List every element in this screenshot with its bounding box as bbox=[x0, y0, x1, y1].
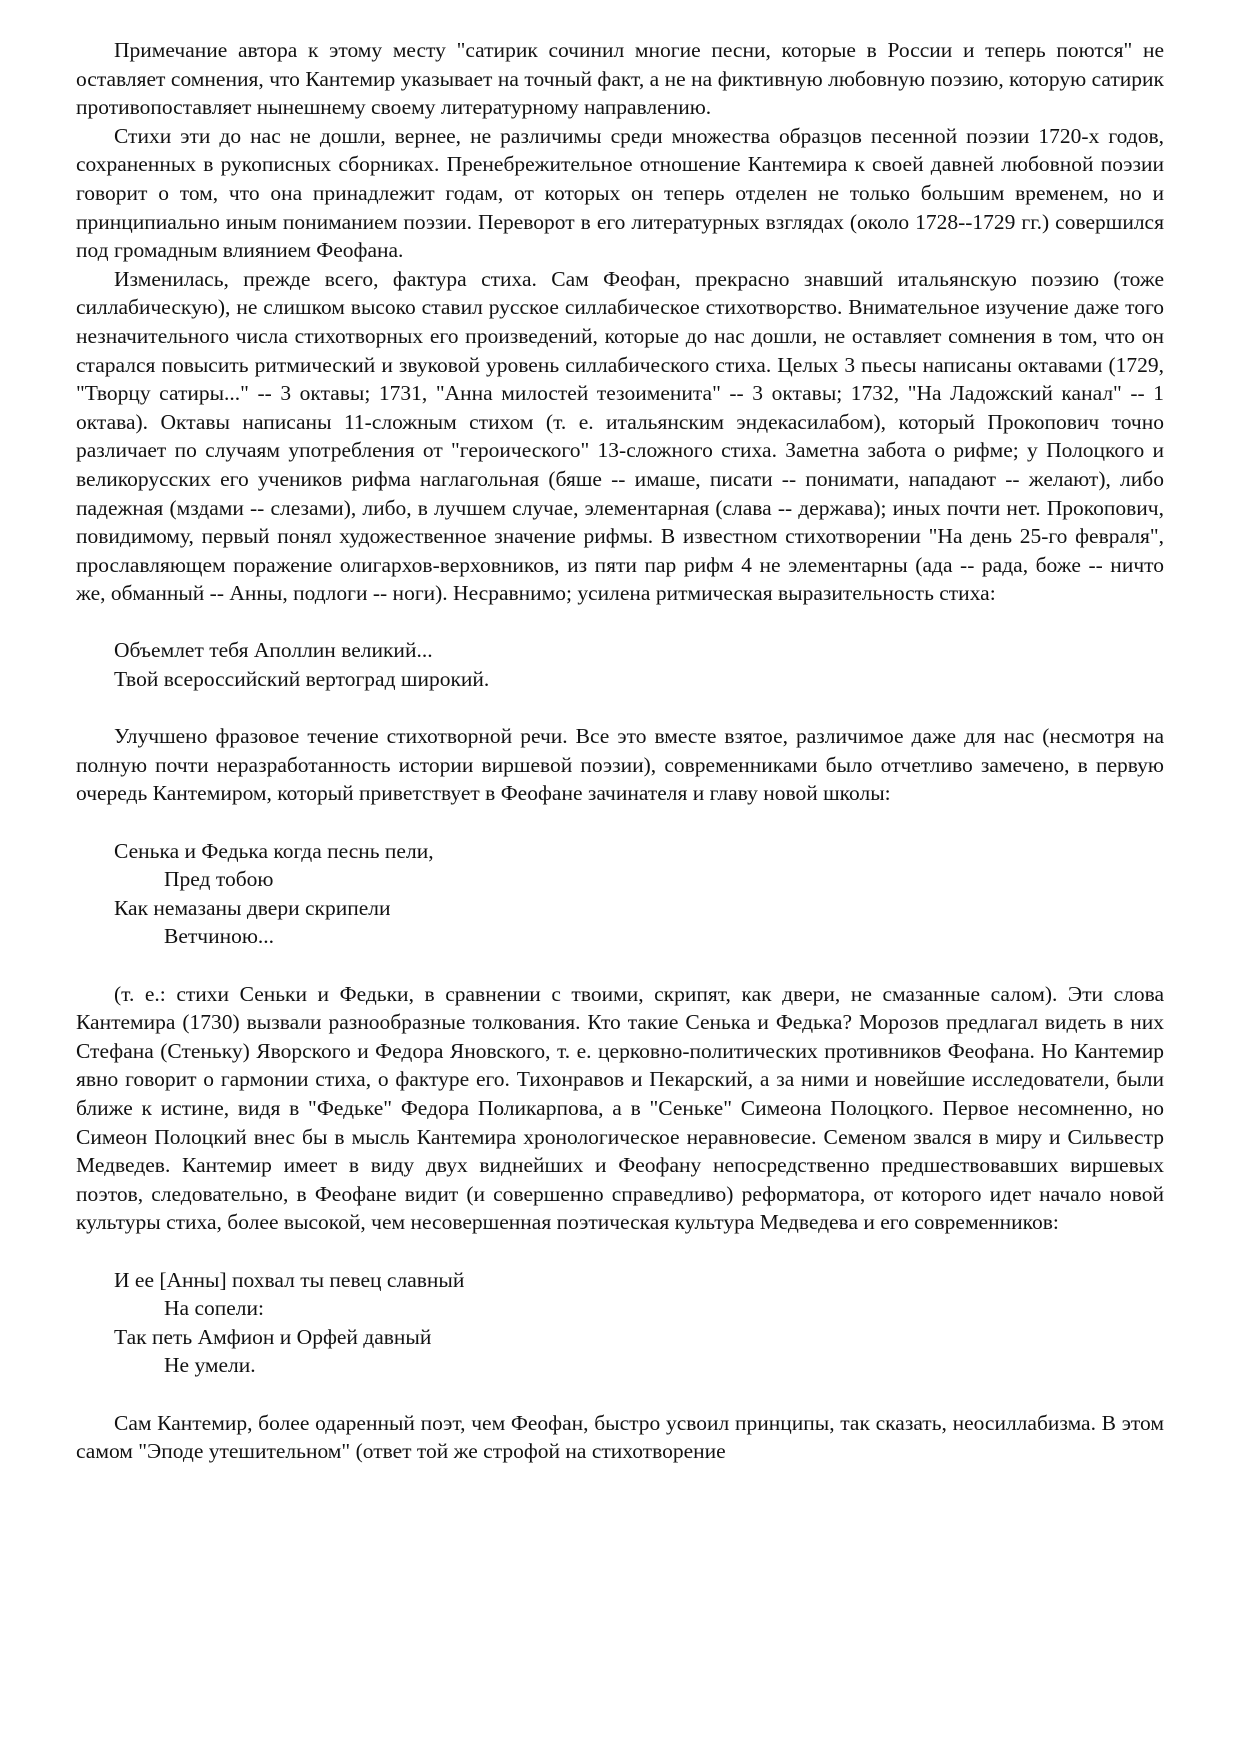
verse-quote bbox=[76, 1266, 1164, 1380]
verse-line: Сенька и Федька когда песнь пели, bbox=[114, 838, 434, 863]
paragraph: Сам Кантемир, более одаренный поэт, чем Феофан, быстро усвоил принципы, так сказать, неосиллабизма. В этом самом "Эподе утешительном" (ответ той же строфой на стихотворение bbox=[76, 1410, 1164, 1464]
verse-line: Ветчиною... bbox=[164, 924, 275, 949]
verse-line: Как немазаны двери скрипели bbox=[114, 895, 391, 920]
verse-quote bbox=[76, 636, 1164, 693]
verse-line: Твой всероссийский вертоград широкий. bbox=[114, 667, 490, 692]
verse-line: Так петь Амфион и Орфей давный bbox=[114, 1324, 432, 1349]
paragraph: Улучшено фразовое течение стихотворной речи. Все это вместе взятое, различимое даже для нас (несмотря на полную почти неразработанность истории виршевой поэзии), современниками было отчетливо замечено, в первую очередь Кантемиром, который приветствует в Феофане зачинателя и главу новой школы: bbox=[76, 724, 1164, 806]
verse-quote bbox=[76, 837, 1164, 951]
verse-line: Пред тобою bbox=[164, 867, 274, 892]
paragraph: Стихи эти до нас не дошли, вернее, не различимы среди множества образцов песенной поэзии 1720-х годов, сохраненных в рукописных сборниках. Пренебрежительное отношение Кантемира к своей давней любовной поэзии говорит о том, что она принадлежит годам, от которых он теперь отделен не только большим временем, но и принципиально иным пониманием поэзии. Переворот в его литературных взглядах (около 1728--1729 гг.) совершился под громадным влиянием Феофана. bbox=[76, 123, 1164, 263]
verse-line: На сопели: bbox=[164, 1296, 264, 1321]
verse-line: Не умели. bbox=[164, 1353, 256, 1378]
paragraph: Изменилась, прежде всего, фактура стиха. Сам Феофан, прекрасно знавший итальянскую поэзию (тоже силлабическую), не слишком высоко ставил русское силлабическое стихотворство. Внимательное изучение даже того незначительного числа стихотворных его произведений, которые до нас дошли, не оставляет сомнения в том, что он старался повысить ритмический и звуковой уровень силлабического стиха. Целых 3 пьесы написаны октавами (1729, "Творцу сатиры..." -- 3 октавы; 1731, "Анна милостей тезоименита" -- 3 октавы; 1732, "На Ладожский канал" -- 1 октава). Октавы написаны 11-сложным стихом (т. е. итальянским эндекасилабом), который Прокопович точно различает по случаям употребления от "героического" 13-сложного стиха. Заметна забота о рифме; у Полоцкого и великорусских его учеников рифма наглагольная (бяше -- имаше, писати -- понимати, нападают -- желают), либо падежная (мздами -- слезами), либо, в лучшем случае, элементарная (слава -- держава); иных почти нет. Прокопович, повидимому, первый понял художественное значение рифмы. В известном стихотворении "На день 25-го февраля", прославляющем поражение олигархов-верховников, из пяти пар рифм 4 не элементарны (ада -- рада, боже -- ничто же, обманный -- Анны, подлоги -- ноги). Несравнимо; усилена ритмическая выразительность стиха: bbox=[76, 266, 1164, 606]
paragraph: Примечание автора к этому месту "сатирик сочинил многие песни, которые в России и теперь поются" не оставляет сомнения, что Кантемир указывает на точный факт, а не на фиктивную любовную поэзию, которую сатирик противопоставляет нынешнему своему литературному направлению. bbox=[76, 38, 1164, 120]
document-page bbox=[76, 36, 1164, 1466]
verse-line: Объемлет тебя Аполлин великий... bbox=[114, 638, 433, 663]
paragraph: (т. е.: стихи Сеньки и Федьки, в сравнении с твоими, скрипят, как двери, не смазанные салом). Эти слова Кантемира (1730) вызвали разнообразные толкования. Кто такие Сенька и Федька? Морозов предлагал видеть в них Стефана (Стеньку) Яворского и Федора Яновского, т. е. церковно-политических противников Феофана. Но Кантемир явно говорит о гармонии стиха, о фактуре его. Тихонравов и Пекарский, а за ними и новейшие исследователи, были ближе к истине, видя в "Федьке" Федора Поликарпова, а в "Сеньке" Симеона Полоцкого. Первое несомненно, но Симеон Полоцкий внес бы в мысль Кантемира хронологическое неравновесие. Семеном звался в миру и Сильвестр Медведев. Кантемир имеет в виду двух виднейших и Феофану непосредственно предшествовавших виршевых поэтов, следовательно, в Феофане видит (и совершенно справедливо) реформатора, от которого идет начало новой культуры стиха, более высокой, чем несовершенная поэтическая культура Медведева и его современников: bbox=[76, 981, 1164, 1235]
verse-line: И ее [Анны] похвал ты певец славный bbox=[114, 1267, 465, 1292]
